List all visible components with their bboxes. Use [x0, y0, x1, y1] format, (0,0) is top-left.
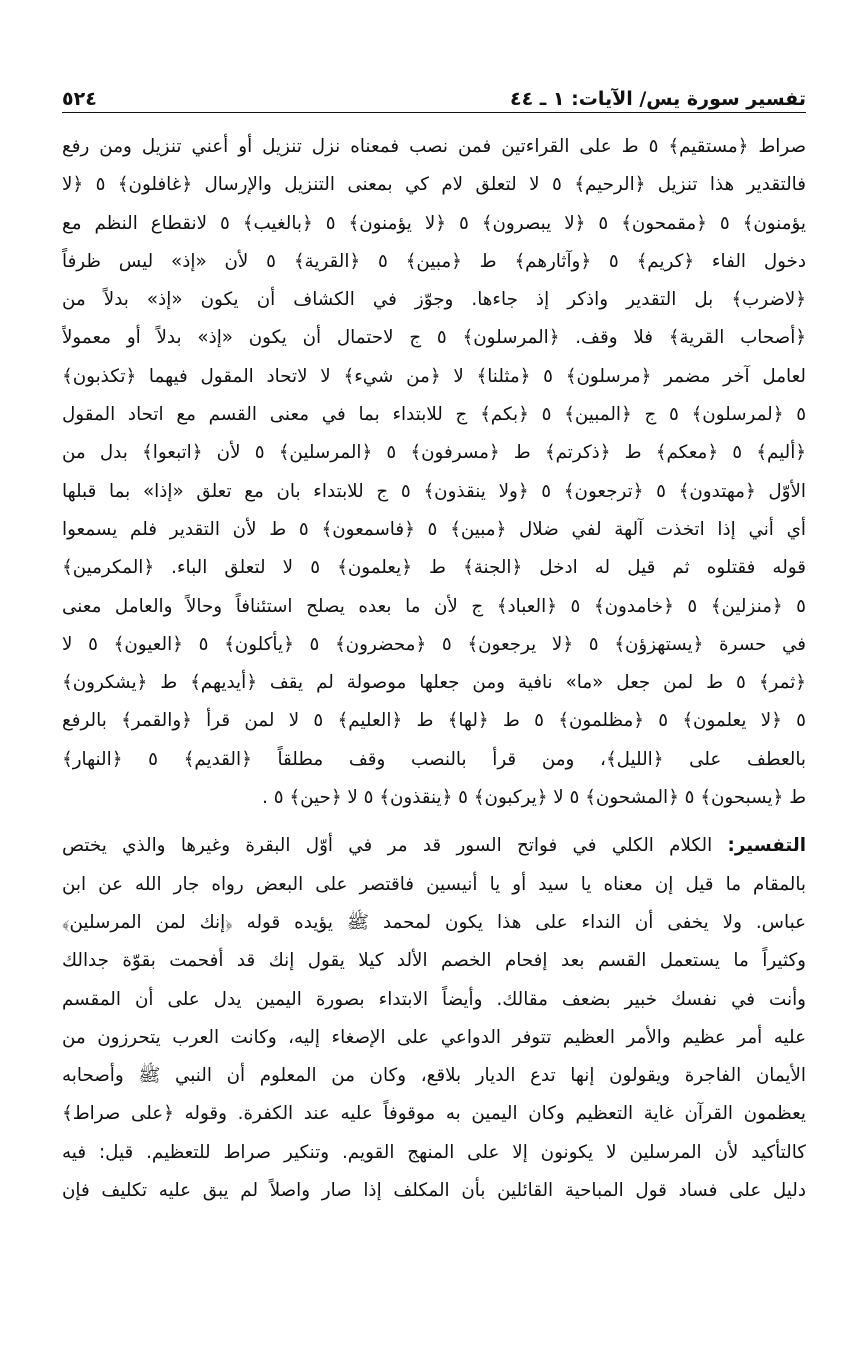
text-line: الأيمان الفاجرة ويقولون إنها تدع الديار بلاقع، وكان من المعلوم أن النبي ﷺ وأصحابه — [62, 1065, 806, 1087]
text-line: ﴿أصحاب القرية﴾ فلا وقف. ﴿المرسلون﴾ ٥ ج لاحتمال أن يكون «إذ» بدلاً أو معمولاً — [62, 327, 806, 349]
text-line: عباس. ولا يخفى أن النداء على هذا يكون لمحمد ﷺ يؤيده قوله ﴿إنك لمن المرسلين﴾ — [62, 911, 806, 933]
text-line: ط ﴿يسبحون﴾ ٥ ﴿المشحون﴾ ٥ لا ﴿يركبون﴾ ٥ ﴿ينقذون﴾ ٥ لا ﴿حين﴾ ٥ . — [262, 787, 806, 809]
text-line: في حسرة ﴿يستهزؤن﴾ ٥ ﴿لا يرجعون﴾ ٥ ﴿محضرون﴾ ٥ ﴿يأكلون﴾ ٥ ﴿العيون﴾ ٥ لا — [62, 633, 806, 655]
text-line: ٥ ﴿لمرسلون﴾ ٥ ج ﴿المبين﴾ ٥ ﴿بكم﴾ ج للابتداء بما في معنى القسم مع اتحاد المقول — [62, 404, 806, 426]
running-title: تفسير سورة يس/ الآيات: ١ ـ ٤٤ — [509, 88, 806, 110]
text-line: لعامل آخر مضمر ﴿مرسلون﴾ ٥ ﴿مثلنا﴾ لا ﴿من شيء﴾ لا لاتحاد المقول فيهما ﴿تكذبون﴾ — [62, 365, 806, 387]
paragraph-gap — [62, 817, 806, 827]
text-line: الأوّل ﴿مهتدون﴾ ٥ ﴿ترجعون﴾ ٥ ﴿ولا ينقذون﴾ ٥ ج للابتداء بان مع تعلق «إذا» بما قبلها — [62, 480, 806, 502]
text-line: وأنت في نفسك خبير بضعف مقالك. وأيضاً الابتداء بصورة اليمين يدل على أن المقسم — [62, 988, 806, 1010]
text-line: صراط ﴿مستقيم﴾ ٥ ط على القراءتين فمن نصب فمعناه نزل تنزيل أو أعني تنزيل ومن رفع — [62, 136, 806, 157]
tafsir-label: التفسير: — [727, 835, 806, 857]
text-line: ﴿ثمر﴾ ٥ ط لمن جعل «ما» نافية ومن جعلها موصولة لم يقف ﴿أيديهم﴾ ط ﴿يشكرون﴾ — [62, 672, 806, 694]
header-rule — [62, 112, 806, 113]
text-line: كالتأكيد لأن المرسلين لا يكونون إلا على المنهج القويم. وتنكير صراط للتعظيم. قيل: فيه — [62, 1141, 806, 1163]
text-line: فالتقدير هذا تنزيل ﴿الرحيم﴾ ٥ لا لتعلق لام كي بمعنى التنزيل والإرسال ﴿غافلون﴾ ٥ ﴿لا — [62, 174, 806, 196]
tafsir-first-line: الكلام الكلي في فواتح السور قد مر في أوّل البقرة وغيرها والذي يختص — [62, 835, 713, 857]
text-line: دخول الفاء ﴿كريم﴾ ٥ ﴿وآثارهم﴾ ط ﴿مبين﴾ ٥ ﴿القرية﴾ ٥ لأن «إذ» ليس ظرفاً — [62, 250, 806, 272]
text-line: بالعطف على ﴿الليل﴾، ومن قرأ بالنصب وقف مطلقاً ﴿القديم﴾ ٥ ﴿النهار﴾ — [62, 748, 806, 770]
text-line — [62, 827, 806, 865]
text-line: ﴿أليم﴾ ٥ ﴿معكم﴾ ط ﴿ذكرتم﴾ ط ﴿مسرفون﴾ ٥ ﴿المرسلين﴾ ٥ لأن ﴿اتبعوا﴾ بدل من — [62, 442, 806, 464]
text-line: أي أني إذا اتخذت آلهة لفي ضلال ﴿مبين﴾ ٥ ﴿فاسمعون﴾ ٥ ط لأن التقدير فلم يسمعوا — [62, 518, 806, 540]
text-line: ﴿لاضرب﴾ بل التقدير واذكر إذ جاءها. وجوّز في الكشاف أن يكون «إذ» بدلاً من — [62, 289, 806, 311]
running-head — [62, 76, 806, 110]
text-line: بالمقام ما قيل إن معناه يا سيد أو يا أنيسين فاقتصر على البعض رواه جار الله عن ابن — [62, 873, 806, 895]
tafsir-paragraph — [62, 827, 806, 1210]
page-number: ٥٢٤ — [62, 88, 97, 110]
text-line: ٥ ﴿لا يعلمون﴾ ٥ ﴿مظلمون﴾ ٥ ط ﴿لها﴾ ط ﴿العليم﴾ ٥ لا لمن قرأ ﴿والقمر﴾ بالرفع — [62, 710, 806, 732]
page-body — [62, 128, 806, 1210]
text-line: قوله فقتلوه ثم قيل له ادخل ﴿الجنة﴾ ط ﴿يعلمون﴾ ٥ لا لتعلق الباء. ﴿المكرمين﴾ — [62, 557, 806, 579]
text-line: وكثيراً ما يستعمل القسم بعد إفحام الخصم الألد كيلا يقول إنك قد أفحمت بقوّة جدالك — [62, 950, 806, 972]
text-line: ٥ ﴿منزلين﴾ ٥ ﴿خامدون﴾ ٥ ﴿العباد﴾ ج لأن ما بعده يصلح استئنافاً وحالاً والعامل معنى — [62, 595, 806, 617]
text-line: يعظمون القرآن غاية التعظيم وكان اليمين به موقوفاً عليه عند الكفرة. وقوله ﴿على صراط﴾ — [62, 1103, 806, 1125]
text-line: دليل على فساد قول المباحية القائلين بأن المكلف إذا صار واصلاً لم يبق عليه تكليف فإن — [62, 1180, 806, 1202]
text-line: عليه أمر عظيم والأمر العظيم تتوفر الدواعي على الإصغاء إليه، وكانت العرب يتحرزون من — [62, 1026, 806, 1048]
waqf-paragraph — [62, 128, 806, 817]
text-line: يؤمنون﴾ ٥ ﴿مقمحون﴾ ٥ ﴿لا يبصرون﴾ ٥ ﴿لا يؤمنون﴾ ٥ ﴿بالغيب﴾ ٥ لانقطاع النظم مع — [62, 212, 806, 234]
